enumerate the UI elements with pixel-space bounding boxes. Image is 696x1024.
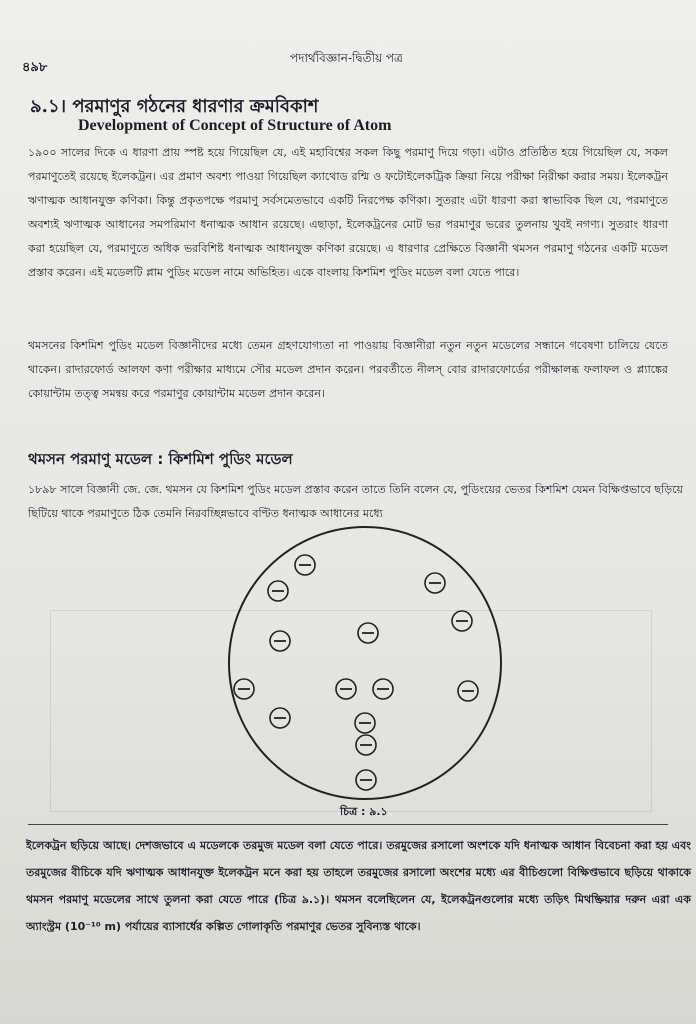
running-header: পদার্থবিজ্ঞান-দ্বিতীয় পত্র <box>290 51 403 65</box>
electron-icon <box>268 581 288 601</box>
electron-icon <box>452 611 472 631</box>
electron-icon <box>355 713 375 733</box>
electron-group <box>234 555 478 790</box>
atom-sphere <box>229 527 501 799</box>
electron-icon <box>234 679 254 699</box>
electron-icon <box>356 770 376 790</box>
electron-icon <box>356 735 376 755</box>
paragraph-2: থমসনের কিশমিশ পুডিং মডেল বিজ্ঞানীদের মধ্যে তেমন গ্রহণযোগ্যতা না পাওয়ায় বিজ্ঞানীরা নতুন নতুন মডেলের সন্ধানে গবেষণা চালিয়ে যেতে থাকেন। রাদারফোর্ড আলফা কণা পরীক্ষার মাধ্যমে সৌর মডেল প্রদান করেন। পরবর্তীতে নীলস্ বোর রাদারফোর্ডের পরীক্ষালব্ধ ফলাফল ও প্ল্যাঙ্কের কোয়ান্টাম তত্ত্ব সমন্বয় করে পরমাণুর কোয়ান্টাম মডেল প্রদান করেন। <box>28 339 668 400</box>
electron-icon <box>373 679 393 699</box>
page-number: ৪৯৮ <box>22 60 48 75</box>
electron-icon <box>270 631 290 651</box>
electron-icon <box>336 679 356 699</box>
electron-icon <box>458 681 478 701</box>
paragraph-3: ১৮৯৮ সালে বিজ্ঞানী জে. জে. থমসন যে কিশমিশ পুডিং মডেল প্রস্তাব করেন তাতে তিনি বলেন যে, পুডিংয়ের ভেতর কিশমিশ যেমন বিক্ষিপ্তভাবে ছড়িয়ে ছিটিয়ে থাকে পরমাণুতে ঠিক তেমনি নিরবচ্ছিন্নভাবে বণ্টিত ধনাত্মক আধানের মধ্যে <box>28 483 683 520</box>
electron-icon <box>358 623 378 643</box>
figure-divider <box>28 824 668 825</box>
paragraph-1: ১৯০০ সালের দিকে এ ধারণা প্রায় স্পষ্ট হয়ে গিয়েছিল যে, এই মহাবিশ্বের সকল কিছু পরমাণু দিয়ে গড়া। এটাও প্রতিষ্ঠিত হয়ে গিয়েছিল যে, সকল পরমাণুতেই রয়েছে ইলেকট্রন। এর প্রমাণ অবশ্য পাওয়া গিয়েছিল ক্যাথোড রশ্মি ও ফটোইলেকট্রিক ক্রিয়া নিয়ে পরীক্ষা নিরীক্ষা করার সময়। ইলেকট্রন ঋণাত্মক আধানযুক্ত কণিকা। কিন্তু প্রকৃতপক্ষে পরমাণু সর্বসমেতভাবে একটি নিরপেক্ষ কণিকা। সুতরাং এটা ধারণা করা স্বাভাবিক ছিল যে, পরমাণুতে অবশ্যই ঋণাত্মক আধানের সমপরিমাণ ধনাত্মক আধান রয়েছে। এছাড়া, ইলেকট্রনের মোট ভর পরমাণুর ভরের তুলনায় খুবই নগণ্য। সুতরাং ধারণা করা হয়েছিল যে, পরমাণুতে অধিক ভরবিশিষ্ট ধনাত্মক আধানযুক্ত কণিকা রয়েছে। এ ধারণার প্রেক্ষিতে বিজ্ঞানী থমসন পরমাণু গঠনের একটি মডেল প্রস্তাব করেন। এই মডেলটি প্লাম পুডিং মডেল নামে অভিহিত। একে বাংলায় কিশমিশ পুডিং মডেল বলা যেতে পারে। <box>28 146 668 279</box>
thomson-atom-figure <box>220 525 510 805</box>
electron-icon <box>270 708 290 728</box>
electron-icon <box>295 555 315 575</box>
electron-icon <box>425 573 445 593</box>
section-subtitle: Development of Concept of Structure of Atom <box>78 117 392 134</box>
paragraph-4: ইলেকট্রন ছড়িয়ে আছে। দেশজভাবে এ মডেলকে তরমুজ মডেল বলা যেতে পারে। তরমুজের রসালো অংশকে যদি ধনাত্মক আধান বিবেচনা করা হয় এবং তরমুজের বীচিকে যদি ঋণাত্মক আধানযুক্ত ইলেকট্রন মনে করা হয় তাহলে তরমুজের রসালো অংশের মধ্যে এর বীচিগুলো বিক্ষিপ্তভাবে ছড়িয়ে থাকাকে থমসন পরমাণু মডেলের সাথে তুলনা করা যেতে পারে (চিত্র ৯.১)। থমসন বলেছিলেন যে, ইলেকট্রনগুলোর মধ্যে তড়িৎ মিথষ্ক্রিয়ার দরুন এরা এক অ্যাংস্ট্রম (10⁻¹⁰ m) পর্যায়ের ব্যাসার্ধের কল্পিত গোলাকৃতি পরমাণুর ভেতর সুবিন্যস্ত থাকে। <box>26 839 691 933</box>
section-title: ৯.১। পরমাণুর গঠনের ধারণার ক্রমবিকাশ <box>30 96 319 117</box>
figure-caption: চিত্র : ৯.১ <box>340 805 388 818</box>
subsection-heading: থমসন পরমাণু মডেল : কিশমিশ পুডিং মডেল <box>28 450 293 468</box>
